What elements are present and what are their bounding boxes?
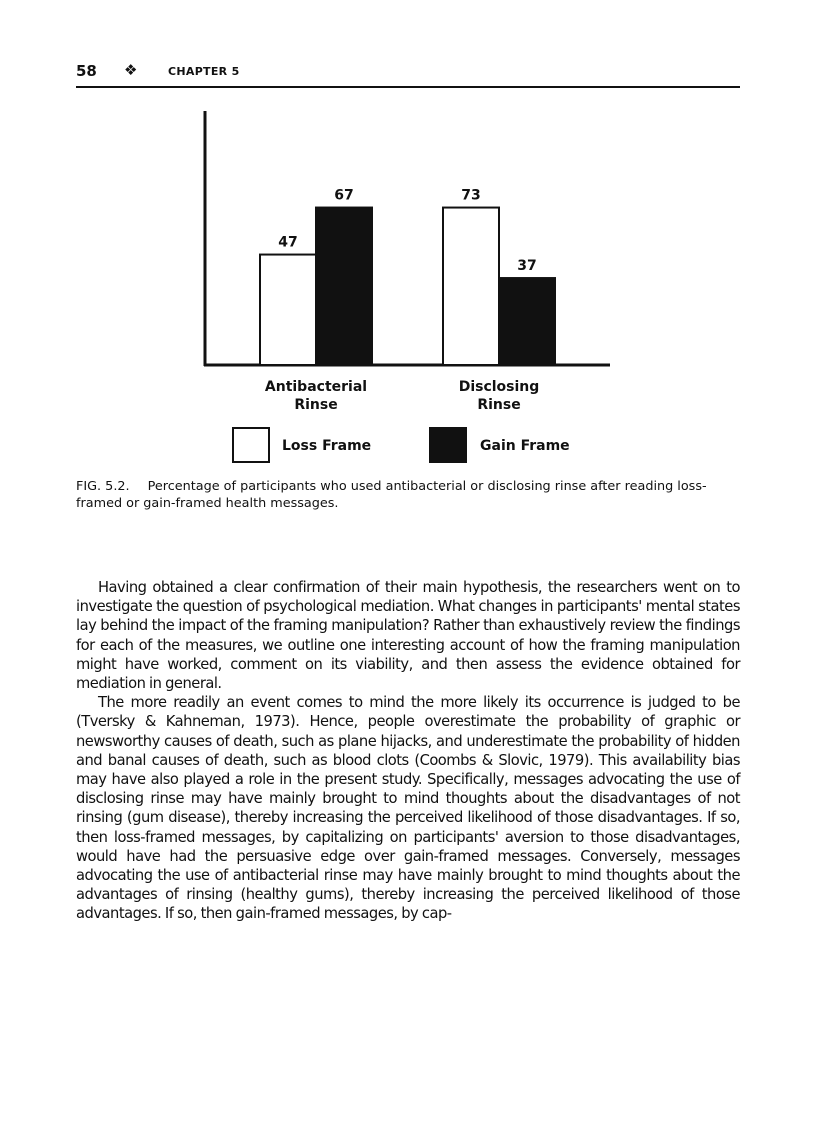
bar-loss-frame-2 (443, 208, 499, 365)
figure-caption (76, 478, 740, 512)
legend-label: Loss Frame (282, 438, 372, 454)
paragraph: Having obtained a clear confirmation of their main hypothesis, the researchers went on to investigate the question of psychological mediation. What changes in participants' mental states lay behind the impact of the framing manipulation? Rather than exhaustively review the findings for each of the measures, we outline one interesting account of how the framing manipulation might have worked, comment on its viability, and then assess the evidence obtained for mediation in general. (76, 579, 740, 693)
category-label: Rinse (294, 397, 338, 413)
bar-chart (0, 0, 816, 470)
diamond-ornament-icon: ❖ (124, 61, 138, 79)
category-label: Rinse (477, 397, 521, 413)
data-label: 67 (334, 187, 354, 204)
bar-loss-frame-1 (260, 255, 316, 365)
data-label: 37 (517, 258, 537, 275)
data-label: 47 (278, 234, 298, 251)
legend-swatch-loss-frame (233, 428, 269, 462)
legend-swatch-gain-frame (430, 428, 466, 462)
page-number: 58 (76, 62, 97, 80)
legend-label: Gain Frame (480, 438, 570, 454)
chapter-label: CHAPTER 5 (168, 65, 240, 78)
figure-caption-text: Percentage of participants who used antibacterial or disclosing rinse after reading loss-framed or gain-framed health messages. (76, 479, 707, 511)
bar-gain-frame-2 (499, 278, 555, 365)
data-label: 73 (461, 187, 481, 204)
figure-caption-label: FIG. 5.2. (76, 479, 130, 494)
body-text (76, 578, 740, 924)
category-label: Disclosing (458, 379, 540, 395)
paragraph: The more readily an event comes to mind the more likely its occurrence is judged to be (Tversky & Kahneman, 1973). Hence, people overestimate the probability of graphic or newsworthy causes of death, such as plane hijacks, and underestimate the probability of hidden and banal causes of death, such as blood clots (Coombs & Slovic, 1979). This availability bias may have also played a role in the present study. Specifically, messages advocating the use of disclosing rinse may have mainly brought to mind thoughts about the disadvantages of not rinsing (gum disease), thereby increasing the perceived likelihood of those disadvantages. If so, then loss-framed messages, by capitalizing on participants' aversion to those disadvantages, would have had the persuasive edge over gain-framed messages. Conversely, messages advocating the use of antibacterial rinse may have mainly brought to mind thoughts about the advantages of rinsing (healthy gums), thereby increasing the perceived likelihood of those advantages. If so, then gain-framed messages, by cap- (76, 694, 740, 923)
category-label: Antibacterial (264, 379, 368, 395)
bar-gain-frame-1 (316, 208, 372, 365)
